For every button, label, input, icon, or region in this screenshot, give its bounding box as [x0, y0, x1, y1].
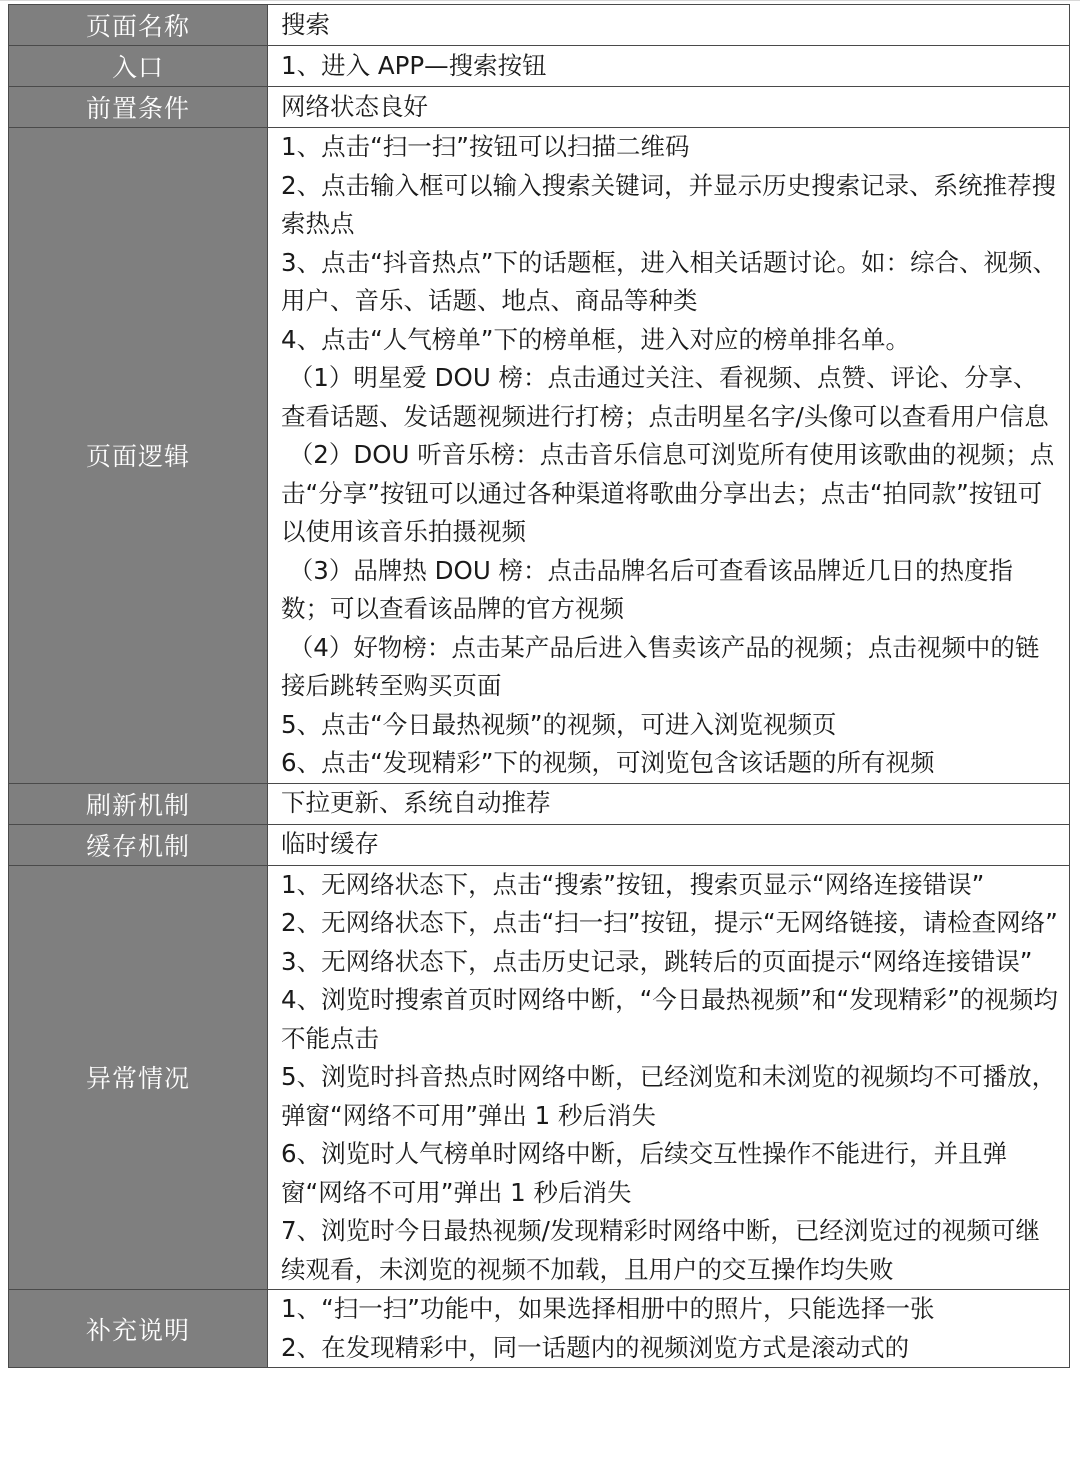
content-line: 网络状态良好	[281, 91, 428, 121]
content-line: 2、无网络状态下，点击“扫一扫”按钮，提示“无网络链接，请检查网络”	[281, 908, 1058, 937]
row-content	[268, 783, 1070, 824]
content-line: 1、“扫一扫”功能中，如果选择相册中的照片，只能选择一张	[281, 1294, 935, 1323]
page-spec-table	[8, 4, 1070, 1368]
content-line: 1、点击“扫一扫”按钮可以扫描二维码	[281, 132, 690, 161]
content-line: （4）好物榜：点击某产品后进入售卖该产品的视频；点击视频中的链接后跳转至购买页面	[281, 632, 1040, 700]
content-line: 5、浏览时抖音热点时网络中断，已经浏览和未浏览的视频均不可播放，弹窗“网络不可用”弹出 1 秒后消失	[281, 1062, 1057, 1130]
spec-sheet	[8, 4, 1070, 1368]
table-row-notes	[9, 1290, 1070, 1368]
row-content	[268, 824, 1070, 865]
row-label: 页面名称	[9, 5, 268, 46]
table-row-page-name	[9, 5, 1070, 46]
content-line: 搜索	[281, 9, 330, 39]
row-content	[268, 1290, 1070, 1368]
row-label: 补充说明	[9, 1290, 268, 1368]
row-content	[268, 46, 1070, 87]
content-line: 1、无网络状态下，点击“搜索”按钮，搜索页显示“网络连接错误”	[281, 869, 985, 899]
content-line: 4、点击“人气榜单”下的榜单框，进入对应的榜单排名单。	[281, 324, 910, 354]
row-label: 异常情况	[9, 865, 268, 1290]
row-label: 页面逻辑	[9, 128, 268, 784]
row-content	[268, 87, 1070, 128]
table-row-refresh	[9, 783, 1070, 824]
row-label: 入口	[9, 46, 268, 87]
row-content	[268, 128, 1070, 784]
content-line: 下拉更新、系统自动推荐	[281, 788, 551, 818]
table-row-page-logic	[9, 128, 1070, 784]
row-label: 前置条件	[9, 87, 268, 128]
table-row-precondition	[9, 87, 1070, 128]
table-row-exceptions	[9, 865, 1070, 1290]
content-line: 6、浏览时人气榜单时网络中断，后续交互性操作不能进行，并且弹窗“网络不可用”弹出 1 秒后消失	[281, 1139, 1008, 1207]
content-line: 临时缓存	[281, 829, 379, 859]
content-line: 2、在发现精彩中，同一话题内的视频浏览方式是滚动式的	[281, 1332, 910, 1362]
table-row-cache	[9, 824, 1070, 865]
content-line: 7、浏览时今日最热视频/发现精彩时网络中断，已经浏览过的视频可继续观看，未浏览的视频不加载，且用户的交互操作均失败	[281, 1216, 1040, 1284]
content-line: 6、点击“发现精彩”下的视频，可浏览包含该话题的所有视频	[281, 748, 935, 777]
content-line: （1）明星爱 DOU 榜：点击通过关注、看视频、点赞、评论、分享、查看话题、发话题视频进行打榜；点击明星名字/头像可以查看用户信息	[281, 363, 1049, 431]
content-line: 2、点击输入框可以输入搜索关键词，并显示历史搜索记录、系统推荐搜索热点	[281, 170, 1057, 238]
content-line: （3）品牌热 DOU 榜：点击品牌名后可查看该品牌近几日的热度指数；可以查看该品牌的官方视频	[281, 555, 1014, 623]
content-line: 5、点击“今日最热视频”的视频，可进入浏览视频页	[281, 709, 837, 739]
content-line: 1、进入 APP—搜索按钮	[281, 50, 547, 80]
content-line: （2）DOU 听音乐榜：点击音乐信息可浏览所有使用该歌曲的视频；点击“分享”按钮可以通过各种渠道将歌曲分享出去；点击“拍同款”按钮可以使用该音乐拍摄视频	[281, 440, 1055, 546]
row-label: 刷新机制	[9, 783, 268, 824]
content-line: 3、无网络状态下，点击历史记录，跳转后的页面提示“网络连接错误”	[281, 946, 1033, 976]
row-label: 缓存机制	[9, 824, 268, 865]
row-content	[268, 5, 1070, 46]
table-row-entry	[9, 46, 1070, 87]
row-content	[268, 865, 1070, 1290]
content-line: 3、点击“抖音热点”下的话题框，进入相关话题讨论。如：综合、视频、用户、音乐、话题、地点、商品等种类	[281, 247, 1057, 315]
content-line: 4、浏览时搜索首页时网络中断，“今日最热视频”和“发现精彩”的视频均不能点击	[281, 985, 1058, 1053]
